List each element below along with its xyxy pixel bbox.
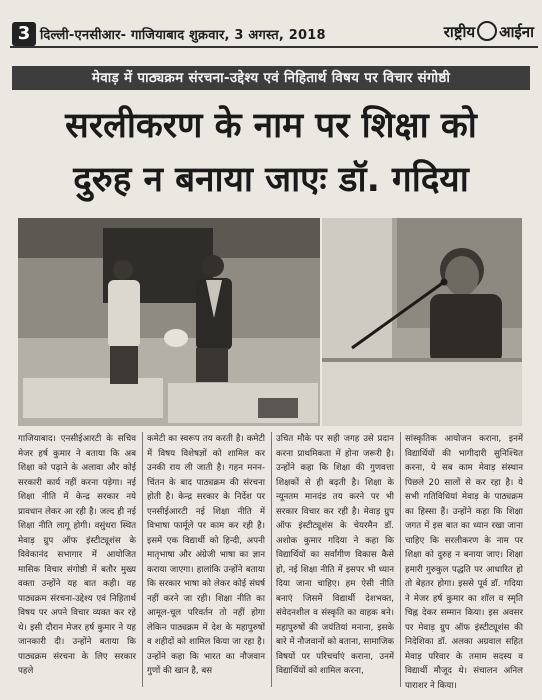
article-column-2: कमेटी का स्वरूप तय करती है। कमेटी में विषय विशेषज्ञों को शामिल कर उनकी राय ली जाती है। गहन मनन-चिंतन के बाद पाठ्यक्रम की संरचना होती है। केन्द्र सरकार के निर्देश पर एनसीईआरटी नई शिक्षा नीति में विभाषा फार्मूले पर काम कर रही है। इसमें एक विद्यार्थी को हिन्दी, अपनी मातृभाषा और अंग्रेजी भाषा का ज्ञान कराया जाएगा। हालांकि उन्होंने बताया कि सरकार भाषा को लेकर कोई संघर्ष नहीं करने जा रही। शिक्षा नीति का आमूल-चूल परिवर्तन तो नहीं होगा लेकिन पाठ्यक्रम में देश के महापुरुषों व शहीदों को शामिल किया जा रहा है। उन्होंने कहा कि भारत का नौजवान गुणों की खान है, बस <box>147 434 265 676</box>
article-column-1: गाजियाबाद। एनसीईआरटी के सचिव मेजर हर्ष कुमार ने बताया कि अब शिक्षा को पढ़ाने के अलावा और कोई सरकारी कार्य नहीं करना पड़ेगा। नई शिक्षा नीति में केन्द्र सरकार नये प्रावधान लेकर आ रही है। जल्द ही नई शिक्षा नीति लागू होगी। वसुंधरा स्थित मेवाड़ ग्रुप ऑफ इंस्टीट्यूशंस के विवेकानंद सभागार में आयोजित मासिक विचार संगोष्ठी में बतौर मुख्य वक्ता उन्होंने यह बात कही। वह पाठ्यक्रम संरचना-उद्देश्य एवं निहितार्थ विषय पर अपने विचार व्यक्त कर रहे थे। इसी दौरान मेजर हर्ष कुमार ने यह जानकारी दी। उन्होंने बताया कि पाठ्यक्रम संरचना के लिए सरकार पहले <box>18 434 136 676</box>
page-number: 3 <box>12 22 36 46</box>
headline-line-1: सरलीकरण के नाम पर शिक्षा को <box>65 106 477 146</box>
masthead <box>10 22 538 48</box>
article-body <box>18 432 526 694</box>
brand-right: आईना <box>499 23 534 41</box>
column-divider <box>142 432 143 687</box>
headline-line-2: दुरुह न बनाया जाएः डॉ. गदिया <box>73 160 469 200</box>
brand-left: राष्ट्रीय <box>443 23 476 41</box>
photo-felicitation <box>18 218 320 426</box>
photo-felicitation-image <box>18 218 320 426</box>
photo-speaker-image <box>322 218 522 426</box>
event-strap: मेवाड़ में पाठ्यक्रम संरचना-उद्देश्य एवं निहितार्थ विषय पर विचार संगोष्ठी <box>12 66 530 90</box>
brand-logo-icon <box>477 21 497 41</box>
newspaper-brand <box>444 22 534 43</box>
dateline: दिल्ली-एनसीआर- गाजियाबाद शुक्रवार, 3 अगस्त, 2018 <box>40 28 326 43</box>
column-divider <box>400 432 401 687</box>
article-column-4: सांस्कृतिक आयोजन कराना, इनमें विद्यार्थियों की भागीदारी सुनिश्चित करना, ये सब काम मेवाड़ संस्थान पिछले 20 सालों से कर रहा है। ये सभी गतिविधियां मेवाड़ के पाठ्यक्रम का हिस्सा हैं। उन्होंने कहा कि शिक्षा जगत में इस बात का ध्यान रखा जाना चाहिए कि सरलीकरण के नाम पर शिक्षा को दुरुह न बनाया जाए। शिक्षा हमारी गुरुकुल पद्धति पर आधारित हो तो बेहतर होगा। इससे पूर्व डॉ. गदिया ने मेजर हर्ष कुमार का शॉल व स्मृति चिह्न देकर सम्मान किया। इस अवसर पर मेवाड़ ग्रुप ऑफ इंस्टीट्यूशंस की निदेशिका डॉ. अलका अग्रवाल सहित मेवाड़ परिवार के तमाम सदस्य व विद्यार्थी मौजूद थे। संचालन अनिल पाराशर ने किया। <box>405 434 523 691</box>
photo-speaker <box>322 218 522 426</box>
column-divider <box>271 432 272 687</box>
article-column-3: उचित मौके पर सही जगह उसे प्रदान करना प्राथमिकता में होना जरूरी है। उन्होंने कहा कि शिक्षा की गुणवत्ता शिक्षकों से ही बढ़ती है। शिक्षा के न्यूनतम मानदंड तय करने पर भी सरकार विचार कर रही है। मेवाड़ ग्रुप ऑफ इंस्टीट्यूशंस के चेयरमैन डॉ. अशोक कुमार गदिया ने कहा कि विद्यार्थियों का सर्वांगीण विकास कैसे हो, नई शिक्षा नीति में इसपर भी ध्यान दिया जाना चाहिए। हम ऐसी नीति बनाएं जिसमें विद्यार्थी देशभक्त, संवेदनशील व संस्कृति का वाहक बने। महापुरुषों की जयंतियां मनाना, इसके बारे में नौजवानों को बताना, सामाजिक विषयों पर परिचर्चाएं कराना, उनमें विद्यार्थियों को शामिल करना, <box>276 434 395 676</box>
